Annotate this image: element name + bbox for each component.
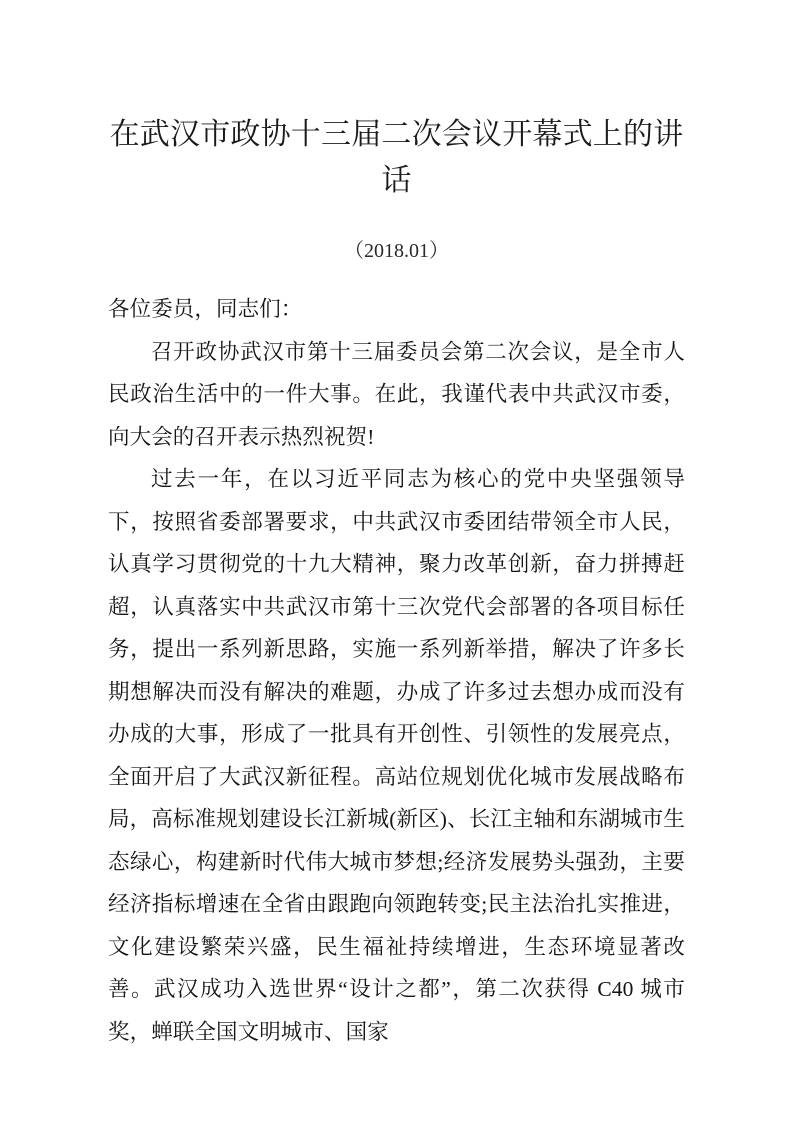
paragraph: 过去一年，在以习近平同志为核心的党中央坚强领导下，按照省委部署要求，中共武汉市委团结带领全市人民，认真学习贯彻党的十九大精神，聚力改革创新，奋力拼搏赶超，认真落实中共武汉市第十三次党代会部署的各项目标任务，提出一系列新思路，实施一系列新举措，解决了许多长期想解决而没有解决的难题，办成了许多过去想办成而没有办成的大事，形成了一批具有开创性、引领性的发展亮点，全面开启了大武汉新征程。高站位规划优化城市发展战略布局，高标准规划建设长江新城(新区)、长江主轴和东湖城市生态绿心，构建新时代伟大城市梦想;经济发展势头强劲，主要经济指标增速在全省由跟跑向领跑转变;民主法治扎实推进，文化建设繁荣兴盛，民生福祉持续增进，生态环境显著改善。武汉成功入选世界“设计之都”，第二次获得 C40 城市奖，蝉联全国文明城市、国家 xyxy=(108,467,685,1044)
document-content xyxy=(108,0,685,1053)
page-title: 在武汉市政协十三届二次会议开幕式上的讲话 xyxy=(109,118,684,197)
paragraph: 召开政协武汉市第十三届委员会第二次会议，是全市人民政治生活中的一件大事。在此，我谨代表中共武汉市委，向大会的召开表示热烈祝贺! xyxy=(108,339,685,449)
salutation: 各位委员，同志们： xyxy=(108,297,303,321)
document-body xyxy=(108,266,685,1053)
document-date: （2018.01） xyxy=(344,240,449,262)
